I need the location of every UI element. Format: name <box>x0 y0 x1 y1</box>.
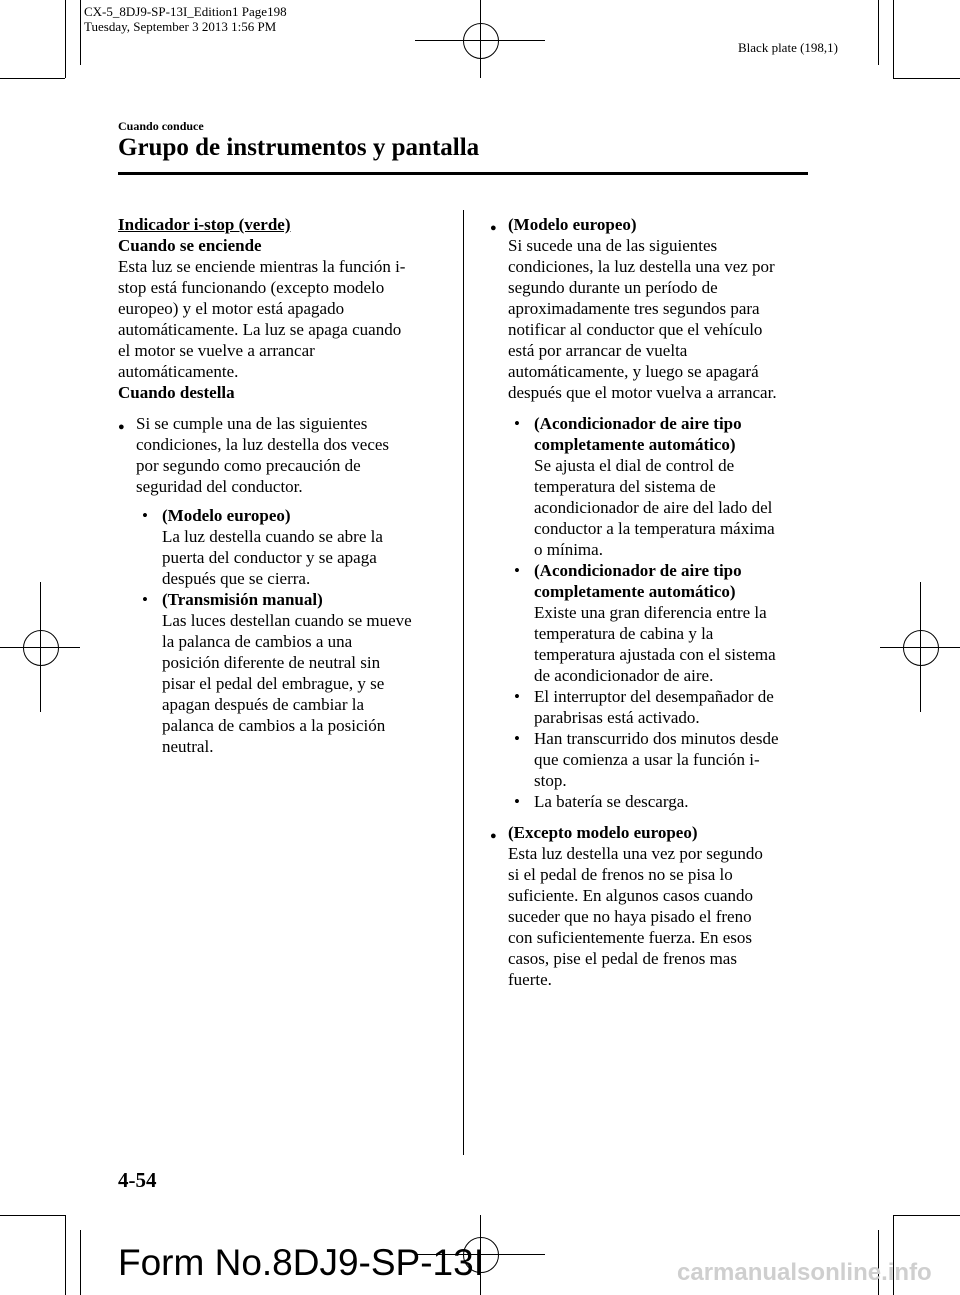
sub-bullet-icon: • <box>514 729 520 748</box>
page-title: Grupo de instrumentos y pantalla <box>118 134 480 161</box>
sub-bullet-icon: • <box>514 414 520 433</box>
sub-list-item: • La batería se descarga. <box>514 792 689 811</box>
subheading-flash: Cuando destella <box>118 383 235 402</box>
section-label: Cuando conduce <box>118 119 204 133</box>
crop-mark <box>80 0 81 65</box>
print-header <box>84 4 287 34</box>
print-header-line2: Tuesday, September 3 2013 1:56 PM <box>84 19 277 34</box>
sub-bullet-icon: • <box>142 590 148 609</box>
crop-mark <box>80 1230 81 1295</box>
list-item: ● Si se cumple una de las siguientes condiciones, la luz destella dos veces por segundo como precaución de seguridad del conductor. <box>118 414 390 496</box>
right-column <box>490 214 820 990</box>
crop-mark <box>65 1215 66 1295</box>
registration-mark <box>463 23 499 59</box>
column-divider <box>463 210 464 1155</box>
crop-mark <box>0 78 65 79</box>
form-number: Form No.8DJ9-SP-13I <box>118 1242 484 1283</box>
crop-mark <box>65 0 66 78</box>
sub-bullet-icon: • <box>514 792 520 811</box>
title-rule <box>118 172 808 175</box>
sub-bullet-icon: • <box>142 506 148 525</box>
sub-list-item: • El interruptor del desempañador de parabrisas está activado. <box>514 687 774 727</box>
list-item: ● (Excepto modelo europeo) Esta luz destella una vez por segundo si el pedal de frenos no se pisa lo suficiente. En algunos casos cuando suceder que no haya pisado el freno con suficientemente fuerza. En esos casos, pise el pedal de frenos mas fuerte. <box>490 823 763 989</box>
sub-list-item: • (Modelo europeo) La luz destella cuando se abre la puerta del conductor y se apaga después que se cierra. <box>142 506 383 588</box>
sub-bullet-icon: • <box>514 561 520 580</box>
crop-mark <box>893 78 960 79</box>
bullet-icon: ● <box>490 222 497 234</box>
crop-mark <box>0 1215 65 1216</box>
left-column <box>118 214 448 757</box>
subheading-on: Cuando se enciende <box>118 236 262 255</box>
watermark: carmanualsonline.info <box>677 1259 932 1286</box>
sub-bullet-icon: • <box>514 687 520 706</box>
registration-mark <box>903 630 939 666</box>
crop-mark <box>893 0 894 78</box>
sub-list-item: • (Acondicionador de aire tipo completamente automático) Existe una gran diferencia entre la temperatura de cabina y la temperatura ajustada con el sistema de acondicionador de aire. <box>514 561 776 685</box>
plate-label: Black plate (198,1) <box>738 40 838 55</box>
registration-mark <box>23 630 59 666</box>
sub-list-item: • (Acondicionador de aire tipo completamente automático) Se ajusta el dial de control de temperatura del sistema de acondicionador de aire del lado del conductor a la temperatura máxima o mínima. <box>514 414 775 559</box>
crop-mark <box>878 0 879 65</box>
page-number: 4-54 <box>118 1168 157 1192</box>
crop-mark <box>893 1215 960 1216</box>
sub-list-item: • (Transmisión manual) Las luces destellan cuando se mueve la palanca de cambios a una posición diferente de neutral sin pisar el pedal del embrague, y se apagan después de cambiar la palanca de cambios a la posición neutral. <box>142 590 412 756</box>
bullet-icon: ● <box>118 421 125 433</box>
list-item: ● (Modelo europeo) Si sucede una de las siguientes condiciones, la luz destella una vez por segundo durante un período de aproximadamente tres segundos para notificar al conductor que el vehículo está por arrancar de vuelta automáticamente, y luego se apagará después que el motor vuelva a arrancar. <box>490 215 777 402</box>
print-header-line1: CX-5_8DJ9-SP-13I_Edition1 Page198 <box>84 4 287 19</box>
section-heading: Indicador i-stop (verde) <box>118 215 291 234</box>
paragraph-on: Esta luz se enciende mientras la función i- stop está funcionando (excepto modelo europeo) y el motor está apagado automáticamente. La luz se apaga cuando el motor se vuelve a arrancar automáticamente. <box>118 257 406 381</box>
bullet-icon: ● <box>490 830 497 842</box>
sub-list-item: • Han transcurrido dos minutos desde que comienza a usar la función i- stop. <box>514 729 779 790</box>
